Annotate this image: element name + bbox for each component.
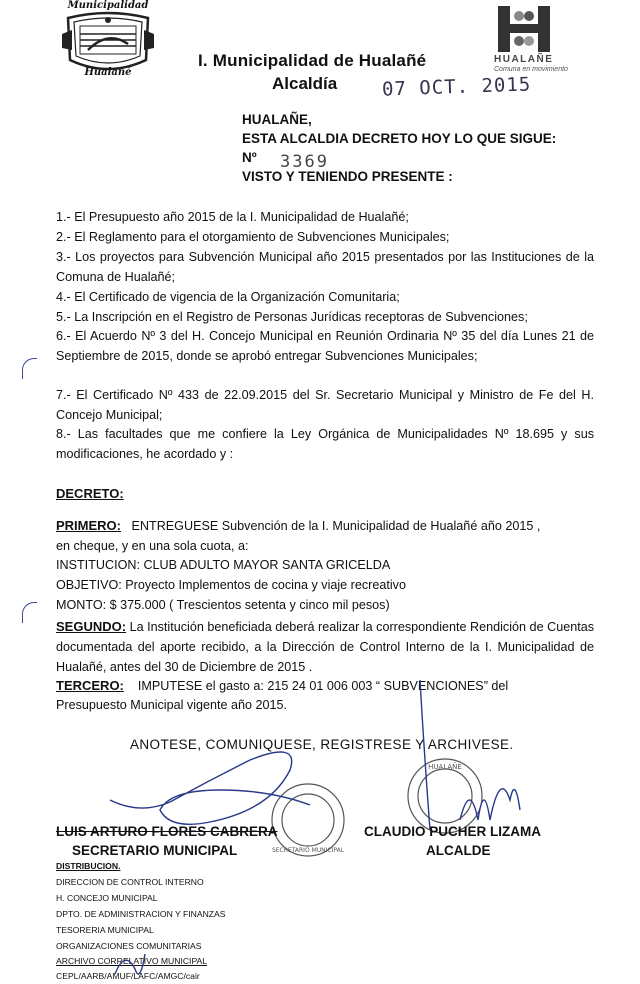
hualane-logo — [494, 4, 554, 54]
objetivo-line: OBJETIVO: Proyecto Implementos de cocina y viaje recreativo — [56, 578, 406, 592]
segundo-text: La Institución beneficiada deberá realizar la correspondiente Rendición de Cuentas documentada del aporte recibido, a la Dirección de Control Interno de la I. Municipalidad de Hualañé, antes del 30 de Diciembre de 2015 . — [56, 620, 594, 674]
distribution-item: ARCHIVO CORRELATIVO MUNICIPAL — [56, 956, 208, 966]
consideration-2: 2.- El Reglamento para el otorgamiento de Subvenciones Municipales; — [56, 230, 450, 244]
consideration-6: 6.- El Acuerdo Nº 3 del H. Concejo Municipal en Reunión Ordinaria Nº 35 del día Lunes 21 de Septiembre de 2015, donde se aprobó entregar Subvenciones Municipales; — [56, 329, 594, 363]
initials-scribble — [110, 944, 150, 984]
decree-number: 3369 — [280, 152, 329, 172]
primero-line-2: en cheque, y en una sola cuota, a: — [56, 539, 249, 553]
primero-text: ENTREGUESE Subvención de la I. Municipalidad de Hualañé año 2015 , — [131, 519, 541, 533]
secretary-name: LUIS ARTURO FLORES CABRERA — [56, 824, 278, 839]
consideration-3: 3.- Los proyectos para Subvención Municipal año 2015 presentados por las Instituciones de la Comuna de Hualañé; — [56, 250, 594, 284]
consideration-8: 8.- Las facultades que me confiere la Ley Orgánica de Municipalidades Nº 18.695 y sus modificaciones, he acordado y : — [56, 427, 594, 461]
mayor-title: ALCALDE — [426, 843, 491, 858]
segundo-paragraph — [56, 617, 594, 677]
consideration-4: 4.- El Certificado de vigencia de la Organización Comunitaria; — [56, 290, 400, 304]
distribution-item: DIRECCION DE CONTROL INTERNO — [56, 877, 204, 887]
institucion-line: INSTITUCION: CLUB ADULTO MAYOR SANTA GRICELDA — [56, 558, 391, 572]
visto-heading: VISTO Y TENIENDO PRESENTE : — [242, 169, 453, 184]
logo-tagline: Comuna en movimiento — [494, 66, 568, 73]
tercero-text: IMPUTESE el gasto a: 215 24 01 006 003 “ SUBVENCIONES” del — [137, 679, 509, 693]
logo-name: HUALAÑE — [494, 54, 554, 65]
consideration-7: 7.- El Certificado Nº 433 de 22.09.2015 del Sr. Secretario Municipal y Ministro de Fe del H. Concejo Municipal; — [56, 388, 594, 422]
municipality-title: I. Municipalidad de Hualañé — [198, 51, 427, 70]
number-label: Nº — [242, 150, 257, 165]
tercero-label: TERCERO: — [56, 678, 124, 693]
tercero-line-2: Presupuesto Municipal vigente año 2015. — [56, 698, 288, 712]
hole-punch-mark — [22, 602, 37, 623]
mayor-name: CLAUDIO PUCHER LIZAMA — [364, 824, 541, 839]
seal-right-text: HUALAÑE — [428, 763, 462, 771]
crest-top-text: Municipalidad — [67, 0, 149, 11]
decree-intro: ESTA ALCALDIA DECRETO HOY LO QUE SIGUE: — [242, 131, 557, 146]
monto-line: MONTO: $ 375.000 ( Trescientos setenta y cinco mil pesos) — [56, 598, 390, 612]
place-name: HUALAÑE, — [242, 112, 312, 127]
segundo-label: SEGUNDO: — [56, 619, 127, 634]
primero-label: PRIMERO: — [56, 518, 121, 533]
distribution-item: ORGANIZACIONES COMUNITARIAS — [56, 941, 202, 951]
distribution-initials: CEPL/AARB/AMUF/LAFC/AMGC/cair — [56, 971, 200, 981]
date-stamp: 07 OCT. 2015 — [381, 73, 532, 101]
distribution-item: TESORERIA MUNICIPAL — [56, 925, 154, 935]
seal-left-text: SECRETARIO MUNICIPAL — [271, 847, 345, 854]
distribution-heading: DISTRIBUCION. — [56, 861, 121, 871]
crest-bottom-text: Hualañé — [84, 67, 132, 78]
distribution-item: H. CONCEJO MUNICIPAL — [56, 893, 158, 903]
closing-formula: ANOTESE, COMUNIQUESE, REGISTRESE Y ARCHIVESE. — [130, 737, 514, 752]
mayor-signature — [400, 670, 550, 850]
distribution-item: DPTO. DE ADMINISTRACION Y FINANZAS — [56, 909, 226, 919]
hole-punch-mark — [22, 358, 37, 379]
decreto-heading: DECRETO: — [56, 486, 124, 501]
consideration-5: 5.- La Inscripción en el Registro de Personas Jurídicas receptoras de Subvenciones; — [56, 310, 528, 324]
office-title: Alcaldía — [272, 74, 338, 93]
primero-line — [56, 518, 540, 533]
consideration-1: 1.- El Presupuesto año 2015 de la I. Municipalidad de Hualañé; — [56, 210, 409, 224]
secretary-title: SECRETARIO MUNICIPAL — [72, 843, 238, 858]
